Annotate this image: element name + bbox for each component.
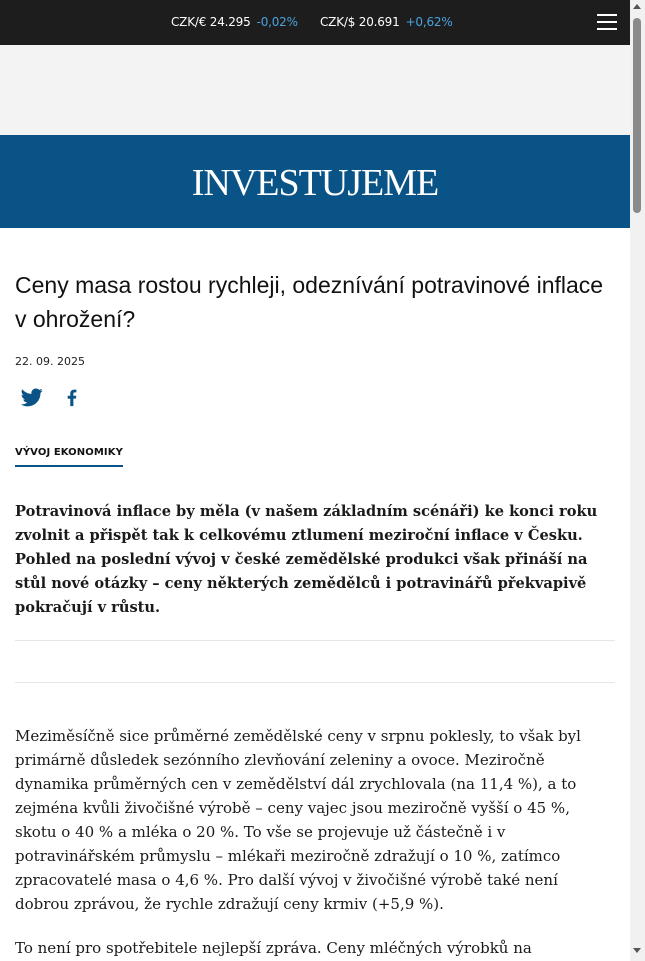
facebook-icon[interactable] xyxy=(61,386,85,410)
ad-placeholder xyxy=(0,45,630,135)
scroll-down-arrow-icon[interactable] xyxy=(633,948,641,953)
twitter-icon[interactable] xyxy=(21,386,45,410)
article-date: 22. 09. 2025 xyxy=(15,355,85,368)
site-logo[interactable]: INVESTUJEME xyxy=(191,162,439,204)
divider xyxy=(15,682,615,683)
ticker-eur-change: -0,02% xyxy=(256,15,298,29)
article-paragraph: Meziměsíčně sice průměrné zemědělské ceny v srpnu poklesly, to však byl primárně důsledek sezónního zlevňování zeleniny a ovoce. Meziročně dynamika průměrných cen v zemědělství dál zrychlovala (na 11,4 %), a to zejména kvůli živočišné výrobě – ceny vajec jsou meziročně vyšší o 45 %, skotu o 40 % a mléka o 20 %. To vše se projevuje už částečně i v potravinářském průmyslu – mlékaři meziročně zdražují o 10 %, zatímco zpracovatelé masa o 4,6 %. Pro další vývoj v živočišné výrobě také není dobrou zprávou, že rychle zdražují ceny krmiv (+5,9 %). xyxy=(15,727,581,913)
article-lead: Potravinová inflace by měla (v našem základním scénáři) ke konci roku zvolnit a přispět tak k celkovému ztlumení meziroční inflace v Česku. Pohled na poslední vývoj v české zemědělské produkci však přináší na stůl nové otázky – ceny některých zemědělců i potravinářů překvapivě pokračují v růstu. xyxy=(15,503,598,616)
divider xyxy=(15,640,615,641)
article-paragraph: To není pro spotřebitele nejlepší zpráva. Ceny mléčných výrobků na xyxy=(15,939,532,957)
ticker-eur xyxy=(171,15,298,29)
hamburger-menu-icon[interactable] xyxy=(597,14,617,31)
scrollbar[interactable] xyxy=(630,0,645,961)
ticker-eur-pair: CZK/€ 24.295 xyxy=(171,15,251,29)
scroll-up-arrow-icon[interactable] xyxy=(633,4,641,9)
ticker-usd-pair: CZK/$ 20.691 xyxy=(320,15,400,29)
scrollbar-thumb[interactable] xyxy=(633,18,641,213)
ticker-usd-change: +0,62% xyxy=(405,15,453,29)
brand-header xyxy=(0,135,630,228)
article-title: Ceny masa rostou rychleji, odeznívání potravinové inflace v ohrožení? xyxy=(15,272,604,332)
top-bar xyxy=(0,0,630,45)
ticker-usd xyxy=(320,15,453,29)
category-tag[interactable]: VÝVOJ EKONOMIKY xyxy=(15,447,123,467)
